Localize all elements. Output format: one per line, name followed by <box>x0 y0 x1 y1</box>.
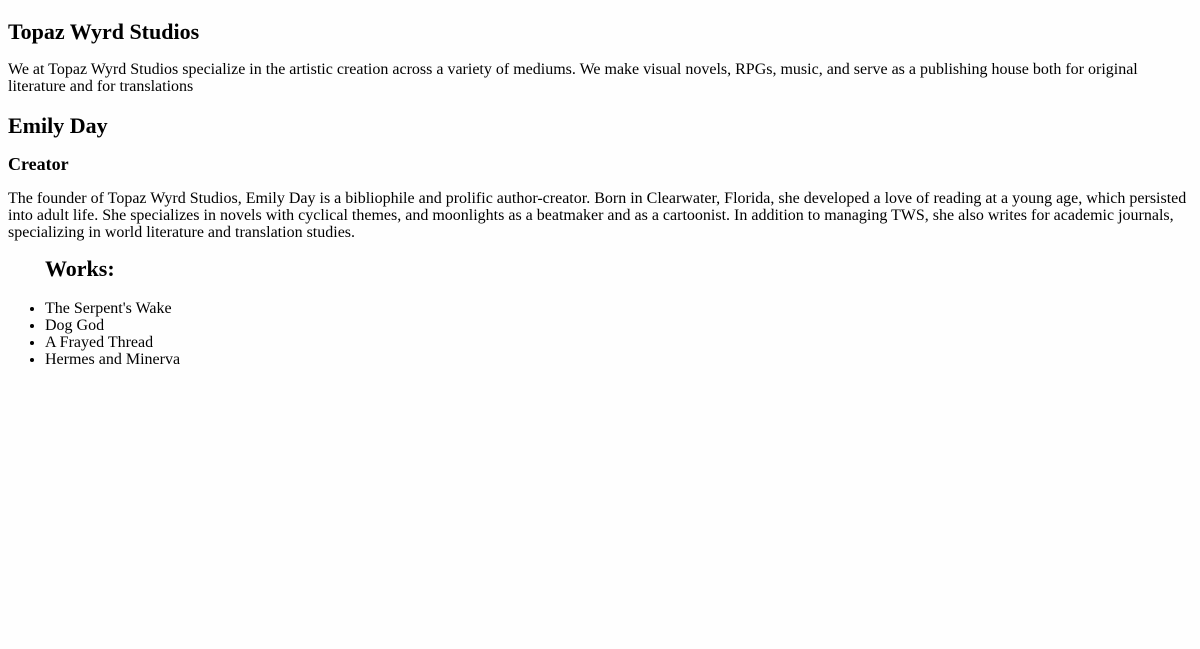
works-heading: Works: <box>45 256 115 281</box>
works-list <box>8 256 1192 368</box>
studio-description: We at Topaz Wyrd Studios specialize in the artistic creation across a variety of mediums. We make visual novels, RPGs, music, and serve as a publishing house both for original literature and for translations <box>8 61 1138 95</box>
studio-title: Topaz Wyrd Studios <box>8 19 200 44</box>
works-heading-item <box>45 256 1192 281</box>
list-item: • Hermes and Minerva <box>45 351 1192 368</box>
person-name: Emily Day <box>8 113 108 138</box>
person-role: Creator <box>8 154 69 174</box>
person-bio: The founder of Topaz Wyrd Studios, Emily Day is a bibliophile and prolific author-creator. Born in Clearwater, Florida, she developed a love of reading at a young age, which persisted into adult life. She specializes in novels with cyclical themes, and moonlights as a beatmaker and as a cartoonist. In addition to managing TWS, she also writes for academic journals, specializing in world literature and translation studies. <box>8 190 1187 241</box>
list-item: • A Frayed Thread <box>45 334 1192 351</box>
list-item: • Dog God <box>45 317 1192 334</box>
list-item: • The Serpent's Wake <box>45 300 1192 317</box>
